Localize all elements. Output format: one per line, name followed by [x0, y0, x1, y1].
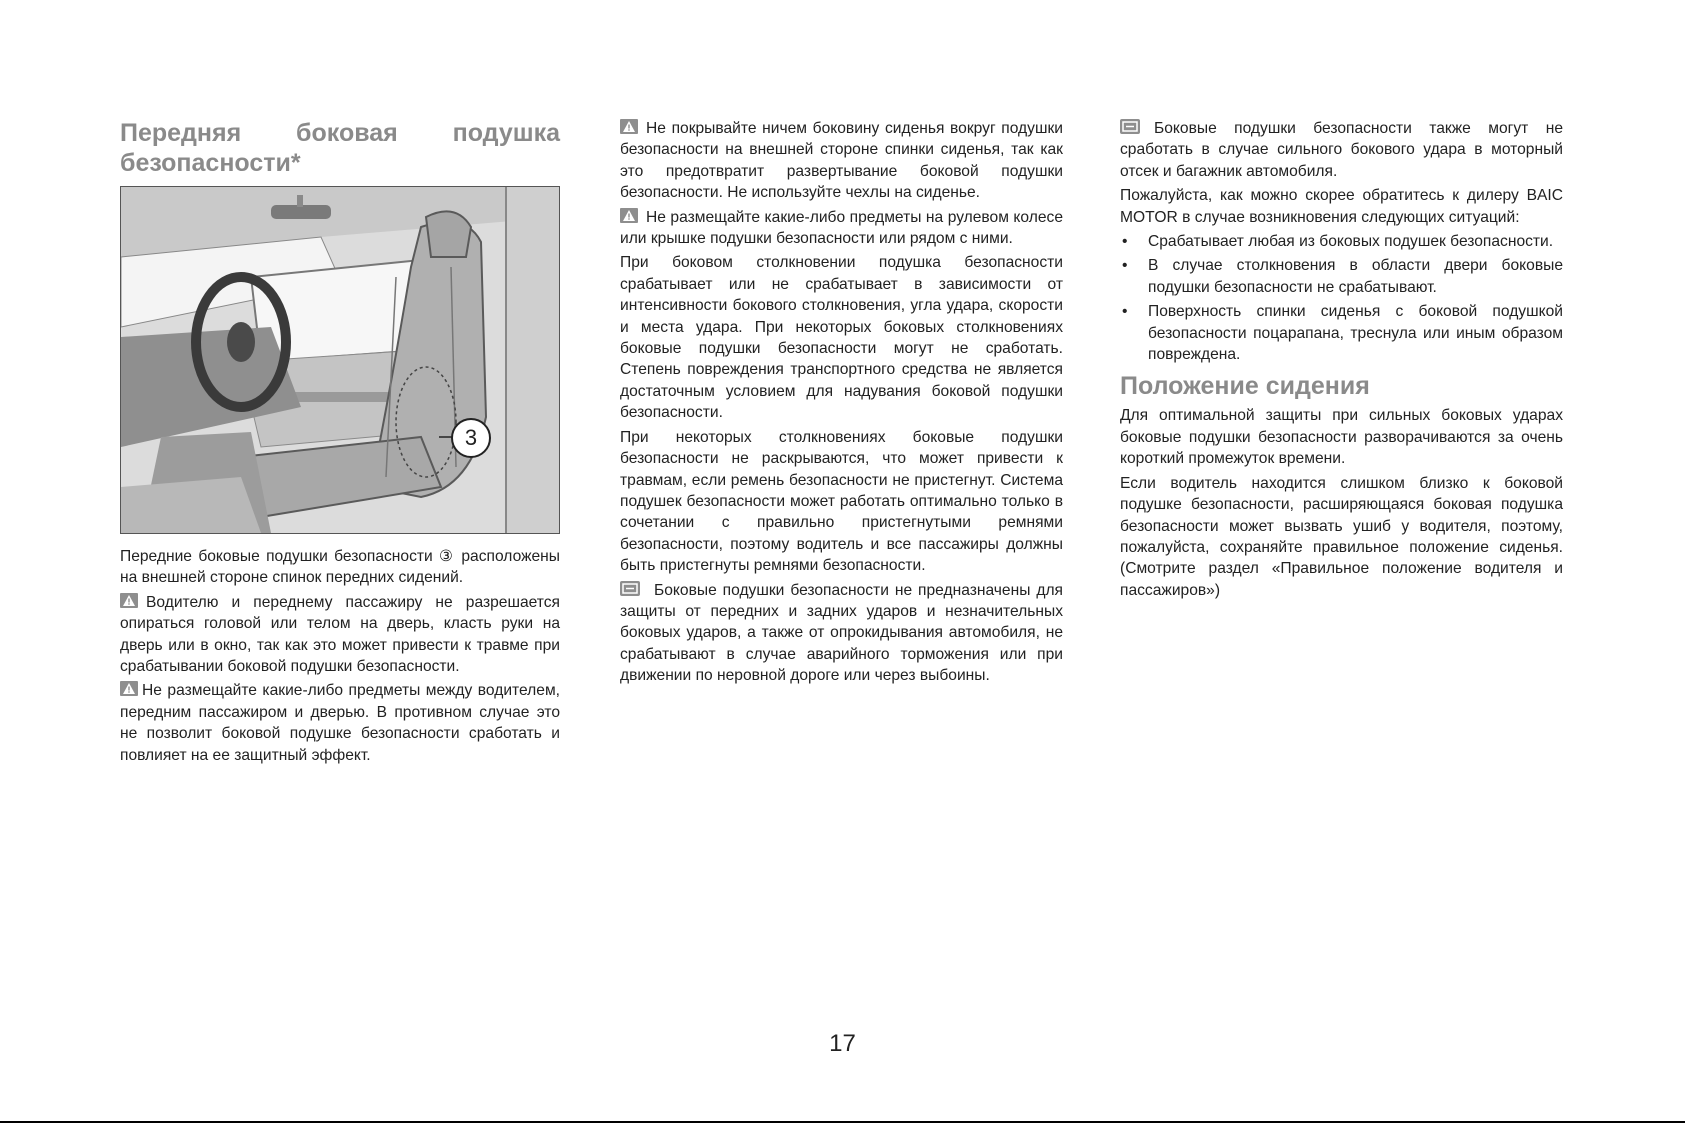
bullet-dot: • — [1122, 233, 1128, 251]
list-item — [1120, 255, 1563, 298]
section-heading-seat-position: Положение сидения — [1120, 372, 1370, 401]
list-item-text: Срабатывает любая из боковых подушек безопасности. — [1148, 233, 1554, 251]
middle-column — [620, 118, 1063, 690]
note-text: Боковые подушки безопасности не предназначены для защиты от передних и задних ударов и незначительных боковых ударов, а также от опрокидывания автомобиля, не срабатывают в случае аварийного торможения или при движении по неровной дороге или через выбоины. — [620, 581, 1063, 685]
warning-block — [120, 592, 560, 678]
note-block — [620, 580, 1063, 687]
bullet-dot: • — [1122, 303, 1128, 321]
body-paragraph: При боковом столкновении подушка безопасности срабатывает или не срабатывает в зависимости от интенсивности бокового столкновения, угла удара, скорости и места удара. При некоторых боковых столкновениях боковые подушки безопасности могут не сработать. Степень повреждения транспортного средства не является достаточным условием для надувания боковой подушки безопасности. — [620, 254, 1063, 422]
bullet-list — [1120, 231, 1563, 365]
warning-text: Не размещайте какие-либо предметы между водителем, передним пассажиром и дверью. В противном случае это не позволит боковой подушке безопасности сработать и повлияет на ее защитный эффект. — [120, 682, 560, 764]
list-item-text: В случае столкновения в области двери боковые подушки безопасности не срабатывают. — [1148, 257, 1563, 296]
warning-icon — [620, 119, 638, 134]
left-column — [120, 118, 560, 769]
right-column — [1120, 118, 1563, 604]
warning-icon — [620, 208, 638, 223]
car-interior-drawing — [121, 187, 559, 533]
body-paragraph: Если водитель находится слишком близко к боковой подушке безопасности, расширяющаяся боковая подушка безопасности может вызвать ушиб у водителя, поэтому, пожалуйста, сохраняйте правильное положение сиденья. (Смотрите раздел «Правильное положение водителя и пассажиров») — [1120, 474, 1563, 599]
page-number: 17 — [829, 1030, 856, 1057]
warning-text: Не покрывайте ничем боковину сиденья вокруг подушки безопасности на внешней стороне спинки сиденья, так как это предотвратит развертывание боковой подушки безопасности. Не используйте чехлы на сиденье. — [620, 120, 1063, 202]
body-paragraph: Для оптимальной защиты при сильных боковых ударах боковые подушки безопасности разворачиваются за очень короткий промежуток времени. — [1120, 407, 1563, 468]
callout-number: 3 — [464, 425, 478, 450]
list-item — [1120, 231, 1563, 252]
list-item — [1120, 301, 1563, 365]
body-paragraph: Пожалуйста, как можно скорее обратитесь к дилеру BAIC MOTOR в случае возникновения следующих ситуаций: — [1120, 187, 1563, 226]
caption-paragraph: Передние боковые подушки безопасности ③ расположены на внешней стороне спинок передних сидений. — [120, 548, 560, 587]
body-paragraph: При некоторых столкновениях боковые подушки безопасности не раскрываются, что может привести к травмам, если ремень безопасности не пристегнут. Система подушек безопасности может работать оптимально только в сочетании с правильно пристегнутыми ремнями безопасности, поэтому водитель и все пассажиры должны быть пристегнуты ремнями безопасности. — [620, 428, 1063, 575]
warning-icon — [120, 593, 138, 608]
seat-airbag-illustration — [120, 186, 560, 534]
note-text: Боковые подушки безопасности также могут не сработать в случае сильного бокового удара в моторный отсек и багажник автомобиля. — [1120, 120, 1563, 180]
warning-text: Водителю и переднему пассажиру не разрешается опираться головой или телом на дверь, класть руки на дверь или в окно, так как это может привести к травме при срабатывании боковой подушки безопасности. — [120, 593, 560, 676]
bullet-dot: • — [1122, 257, 1128, 275]
warning-icon — [120, 681, 138, 696]
warning-block — [120, 680, 560, 766]
note-icon — [620, 581, 640, 596]
list-item-text: Поверхность спинки сиденья с боковой подушкой безопасности поцарапана, треснула или иным образом повреждена. — [1148, 303, 1563, 364]
callout-marker-3 — [451, 418, 491, 458]
note-block — [1120, 118, 1563, 182]
warning-block — [620, 207, 1063, 250]
warning-text: Не размещайте какие-либо предметы на рулевом колесе или крышке подушки безопасности или рядом с ними. — [620, 208, 1063, 248]
section-heading-side-airbag: Передняя боковая подушка безопасности* — [120, 119, 560, 177]
note-icon — [1120, 119, 1140, 134]
warning-block — [620, 118, 1063, 204]
